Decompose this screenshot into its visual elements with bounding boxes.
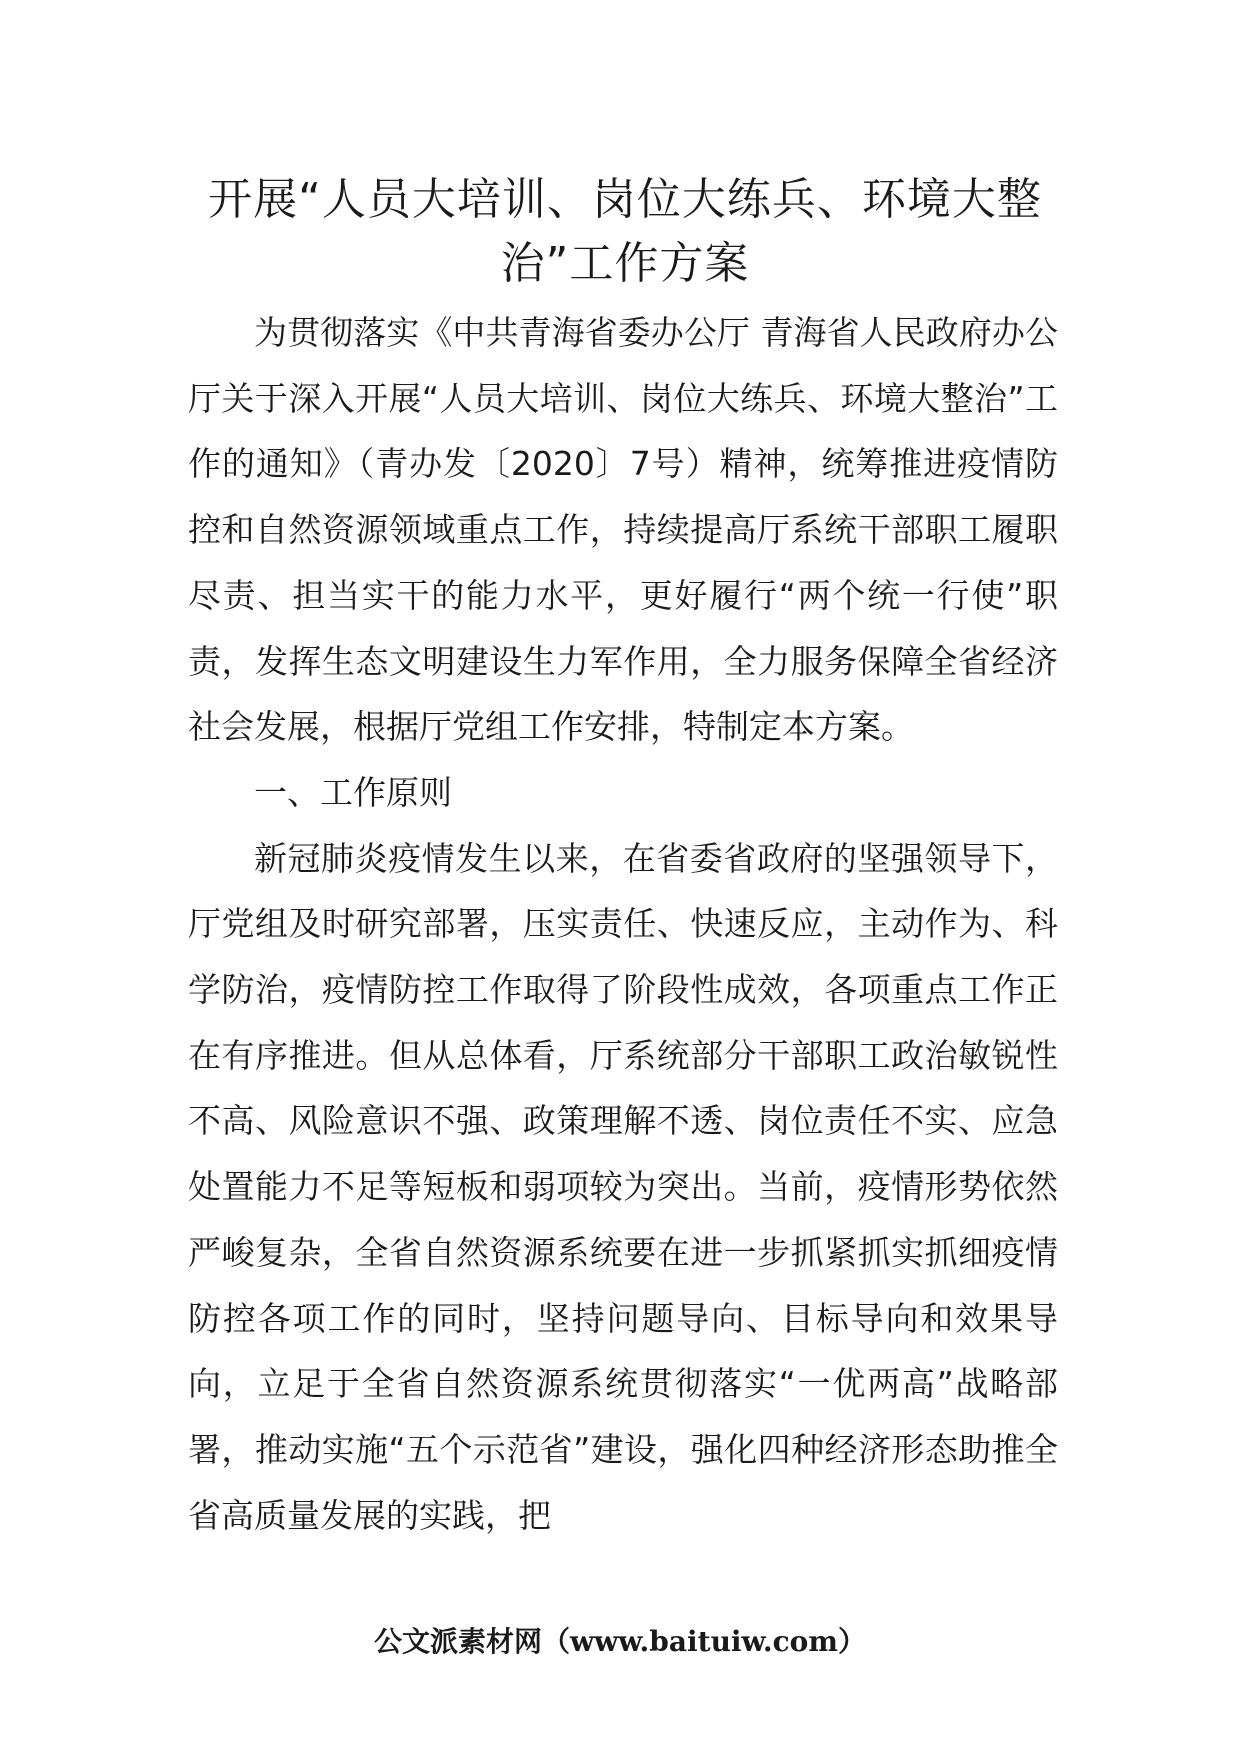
document-body (188, 300, 1058, 1548)
section-heading: 一、工作原则 (254, 772, 452, 812)
footer-watermark: 公文派素材网（www.baituiw.com） (374, 1625, 866, 1658)
intro-paragraph: 为贯彻落实《中共青海省委办公厅 青海省人民政府办公厅关于深入开展“人员大培训、岗位大练兵、环境大整治”工作的通知》（青办发〔2020〕7号）精神，统筹推进疫情防控和自然资源领域重点工作，持续提高厅系统干部职工履职尽责、担当实干的能力水平，更好履行“两个统一行使”职责，发挥生态文明建设生力军作用，全力服务保障全省经济社会发展，根据厅党组工作安排，特制定本方案。 (188, 313, 1058, 747)
document-title: 开展“人员大培训、岗位大练兵、环境大整治”工作方案 (208, 174, 1042, 289)
section-paragraph: 新冠肺炎疫情发生以来，在省委省政府的坚强领导下，厅党组及时研究部署，压实责任、快速反应，主动作为、科学防治，疫情防控工作取得了阶段性成效，各项重点工作正在有序推进。但从总体看，厅系统部分干部职工政治敏锐性不高、风险意识不强、政策理解不透、岗位责任不实、应急处置能力不足等短板和弱项较为突出。当前，疫情形势依然严峻复杂，全省自然资源系统要在进一步抓紧抓实抓细疫情防控各项工作的同时，坚持问题导向、目标导向和效果导向，立足于全省自然资源系统贯彻落实“一优两高”战略部署，推动实施“五个示范省”建设，强化四种经济形态助推全省高质量发展的实践，把 (188, 838, 1058, 1535)
